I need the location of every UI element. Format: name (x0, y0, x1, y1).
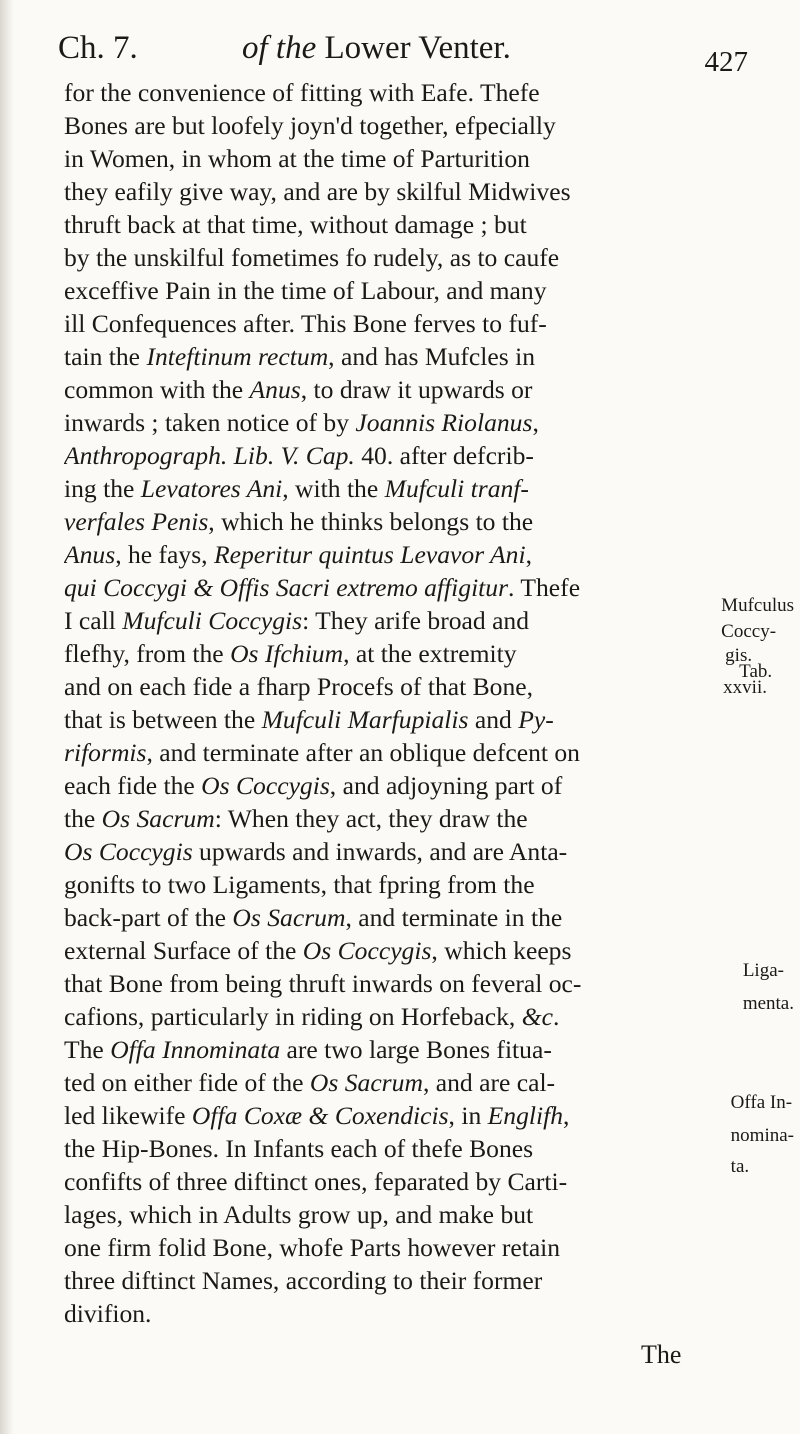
text-line: the Hip-Bones. In Infants each of thefe Bones (64, 1134, 534, 1163)
text-line: riformis, and terminate after an oblique defcent on (64, 738, 580, 767)
running-header (58, 30, 748, 80)
text-line: inwards ; taken notice of by Joannis Riolanus, (64, 408, 539, 437)
margin-note-offa-innominata: Offa In- nomina- ta. (730, 1092, 794, 1177)
text-line: Os Coccygis upwards and inwards, and are Anta- (64, 837, 568, 866)
text-line: each fide the Os Coccygis, and adjoyning part of (64, 771, 563, 800)
text-line: cafions, particularly in riding on Horfeback, &c. (64, 1002, 560, 1031)
body-text (64, 76, 764, 1330)
text-line: in Women, in whom at the time of Parturition (64, 144, 530, 173)
text-line: lages, which in Adults grow up, and make but (64, 1200, 534, 1229)
text-line: and on each fide a fharp Procefs of that Bone, (64, 672, 534, 701)
text-line: gonifts to two Ligaments, that fpring from the (64, 870, 535, 899)
text-line: Anthropograph. Lib. V. Cap. 40. after defcrib- (64, 441, 534, 470)
text-line: flefhy, from the Os Ifchium, at the extremity (64, 639, 517, 668)
text-line: I call Mufculi Coccygis: They arife broad and (64, 606, 530, 635)
text-line: the Os Sacrum: When they act, they draw the (64, 804, 528, 833)
margin-note-musculus-coccygis: Mufculus Coccy- gis. Tab. xxvii. (721, 595, 794, 698)
page-spine-shadow (0, 0, 14, 1434)
text-line: common with the Anus, to draw it upwards or (64, 375, 533, 404)
running-title: of the Lower Venter. (242, 30, 511, 66)
text-line: back-part of the Os Sacrum, and terminate in the (64, 903, 563, 932)
text-line: by the unskilful fometimes fo rudely, as to caufe (64, 243, 560, 272)
margin-note-ligamenta: Liga- menta. (742, 960, 794, 1014)
text-line: they eafily give way, and are by skilful Midwives (64, 177, 571, 206)
text-line: Anus, he fays, Reperitur quintus Levavor Ani, (64, 540, 532, 569)
text-line: verfales Penis, which he thinks belongs to the (64, 507, 534, 536)
text-line: ill Confequences after. This Bone ferves to fuf- (64, 309, 547, 338)
text-line: for the convenience of fitting with Eafe. Thefe (64, 78, 540, 107)
text-line: external Surface of the Os Coccygis, which keeps (64, 936, 572, 965)
text-line: ing the Levatores Ani, with the Mufculi tranf- (64, 474, 529, 503)
chapter-label: Ch. 7. (58, 30, 138, 66)
text-line: thruft back at that time, without damage ; but (64, 210, 527, 239)
text-line: exceffive Pain in the time of Labour, and many (64, 276, 547, 305)
text-line: tain the Inteftinum rectum, and has Mufcles in (64, 342, 536, 371)
text-line: led likewife Offa Coxæ & Coxendicis, in Englifh, (64, 1101, 570, 1130)
text-line: qui Coccygi & Offis Sacri extremo affigitur. Thefe (64, 573, 581, 602)
text-line: divifion. (64, 1299, 152, 1328)
text-line: The Offa Innominata are two large Bones fitua- (64, 1035, 552, 1064)
text-line: that Bone from being thruft inwards on feveral oc- (64, 969, 582, 998)
text-line: ted on either fide of the Os Sacrum, and are cal- (64, 1068, 556, 1097)
text-line: confifts of three diftinct ones, feparated by Carti- (64, 1167, 568, 1196)
text-line: that is between the Mufculi Marfupialis and Py- (64, 705, 554, 734)
page-number: 427 (704, 46, 748, 78)
text-line: three diftinct Names, according to their former (64, 1266, 543, 1295)
catchword: The (641, 1340, 682, 1369)
text-line: one firm folid Bone, whofe Parts however retain (64, 1233, 561, 1262)
text-line: Bones are but loofely joyn'd together, efpecially (64, 111, 556, 140)
